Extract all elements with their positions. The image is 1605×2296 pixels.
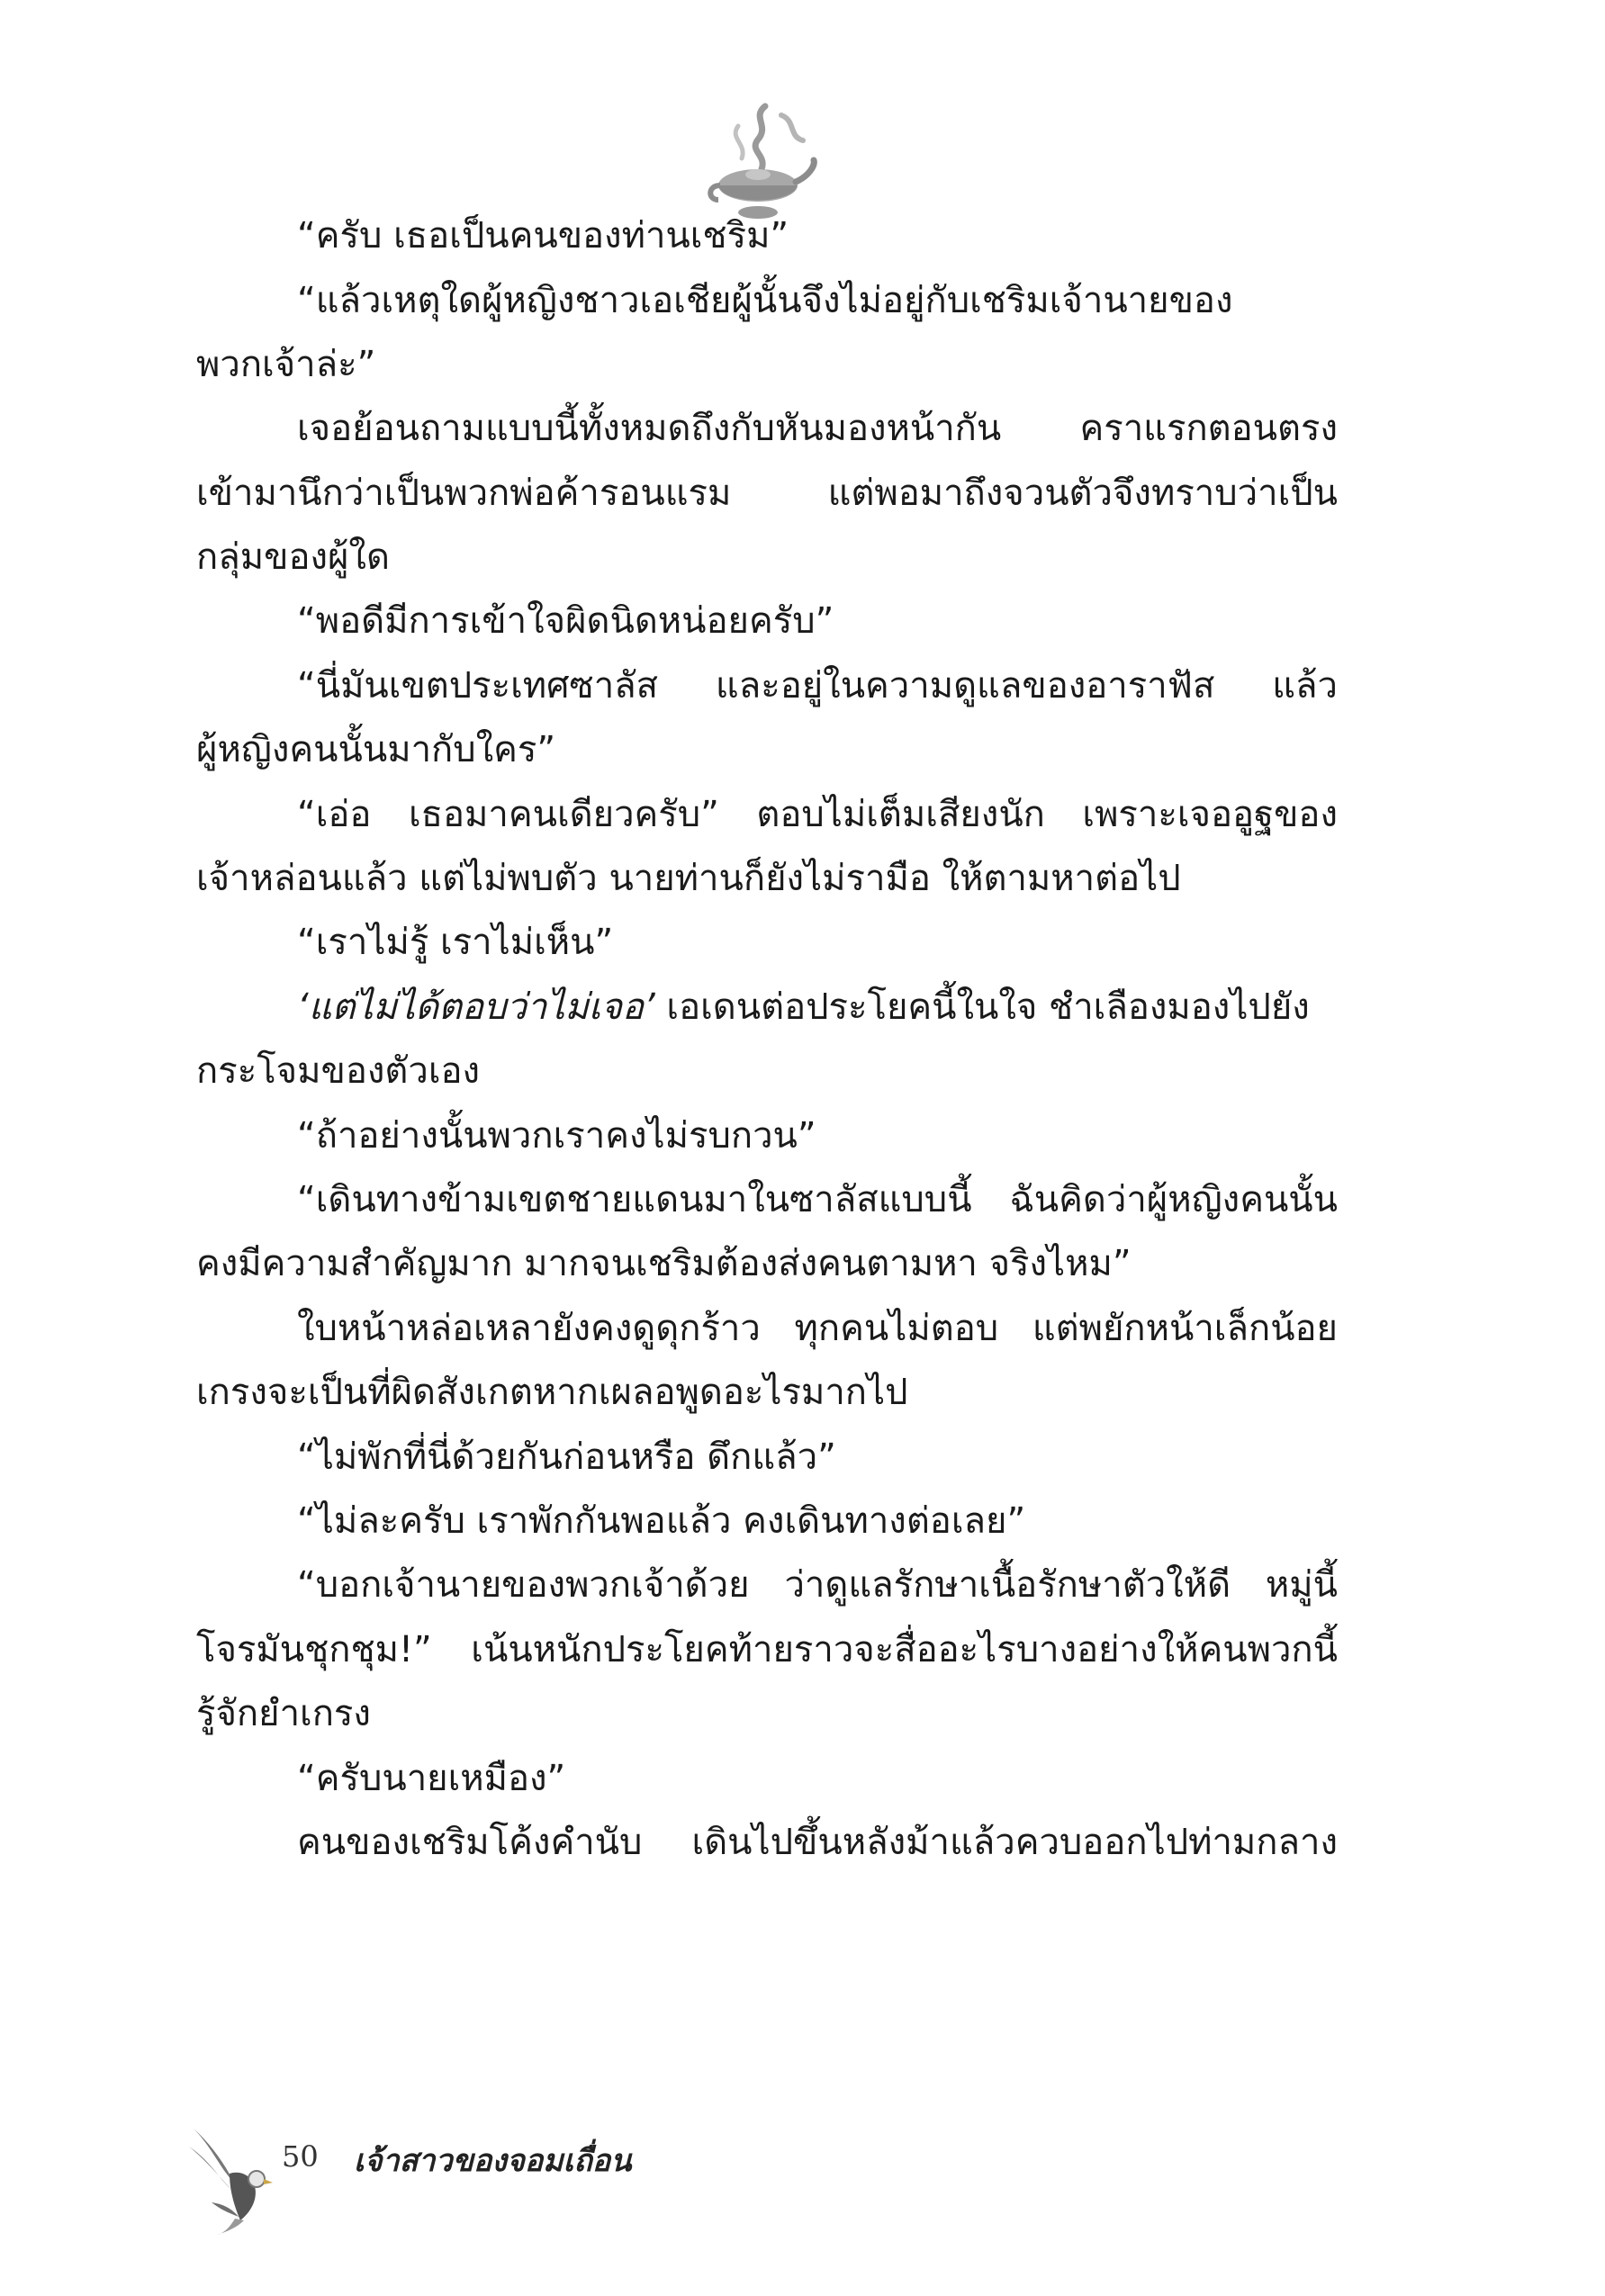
paragraph-line: “บอกเจ้านายของพวกเจ้าด้วย ว่าดูแลรักษาเนื้อรักษาตัวให้ดี หมู่นี้ <box>297 1564 1338 1606</box>
paragraph-line: เจอย้อนถามแบบนี้ทั้งหมดถึงกับหันมองหน้ากัน คราแรกตอนตรง <box>297 408 1338 449</box>
paragraph-line: ผู้หญิงคนนั้นมากับใคร” <box>196 729 556 770</box>
paragraph-line <box>297 980 1310 1034</box>
paragraph-line: เจ้าหล่อนแล้ว แต่ไม่พบตัว นายท่านก็ยังไม่รามือ ให้ตามหาต่อไป <box>196 858 1181 899</box>
paragraph-line: “เอ่อ เธอมาคนเดียวครับ” ตอบไม่เต็มเสียงนัก เพราะเจออูฐของ <box>297 794 1338 835</box>
paragraph-line: เข้ามานึกว่าเป็นพวกพ่อค้ารอนแรม แต่พอมาถึงจวนตัวจึงทราบว่าเป็น <box>196 473 1338 514</box>
paragraph-line: เกรงจะเป็นที่ผิดสังเกตหากเผลอพูดอะไรมากไป <box>196 1372 908 1413</box>
paragraph-line: “ไม่ละครับ เราพักกันพอแล้ว คงเดินทางต่อเลย” <box>297 1500 1026 1542</box>
narration: ชำเลืองมองไปยัง <box>1049 986 1310 1028</box>
paragraph-line: คงมีความสำคัญมาก มากจนเชริมต้องส่งคนตามหา จริงไหม” <box>196 1243 1132 1284</box>
book-title: เจ้าสาวของจอมเถื่อน <box>354 2143 632 2179</box>
paragraph-line: กระโจมของตัวเอง <box>196 1050 481 1092</box>
paragraph-line: คนของเชริมโค้งคำนับ เดินไปขึ้นหลังม้าแล้วควบออกไปท่ามกลาง <box>297 1822 1338 1863</box>
eagle-icon <box>185 2120 288 2237</box>
narration: เอเดนต่อประโยคนี้ในใจ <box>654 986 1050 1028</box>
page-footer <box>185 2120 725 2237</box>
paragraph-line: “เราไม่รู้ เราไม่เห็น” <box>297 922 614 963</box>
inner-thought: ‘แต่ไม่ได้ตอบว่าไม่เจอ’ <box>297 986 655 1028</box>
paragraph-line: “ไม่พักที่นี่ด้วยกันก่อนหรือ ดึกแล้ว” <box>297 1436 836 1478</box>
paragraph-line: กลุ่มของผู้ใด <box>196 536 390 578</box>
paragraph-line: ใบหน้าหล่อเหลายังคงดูดุกร้าว ทุกคนไม่ตอบ แต่พยักหน้าเล็กน้อย <box>297 1308 1338 1349</box>
paragraph-line: “ครับนายเหมือง” <box>297 1758 566 1799</box>
paragraph-line: “ครับ เธอเป็นคนของท่านเชริม” <box>297 215 789 257</box>
paragraph-line: “เดินทางข้ามเขตชายแดนมาในซาลัสแบบนี้ ฉันคิดว่าผู้หญิงคนนั้น <box>297 1179 1338 1220</box>
paragraph-line: โจรมันชุกชุม!” เน้นหนักประโยคท้ายราวจะสื่ออะไรบางอย่างให้คนพวกนี้ <box>196 1629 1338 1670</box>
paragraph-line: รู้จักยำเกรง <box>196 1693 371 1734</box>
paragraph-line: “นี่มันเขตประเทศซาลัส และอยู่ในความดูแลของอาราฟัส แล้ว <box>297 665 1338 707</box>
paragraph-line: “แล้วเหตุใดผู้หญิงชาวเอเชียผู้นั้นจึงไม่อยู่กับเชริมเจ้านายของ <box>297 280 1233 321</box>
paragraph-line: “พอดีมีการเข้าใจผิดนิดหน่อยครับ” <box>297 600 834 642</box>
paragraph-line: “ถ้าอย่างนั้นพวกเราคงไม่รบกวน” <box>297 1115 816 1157</box>
page-number: 50 <box>282 2139 319 2174</box>
paragraph-line: พวกเจ้าล่ะ” <box>196 344 376 385</box>
